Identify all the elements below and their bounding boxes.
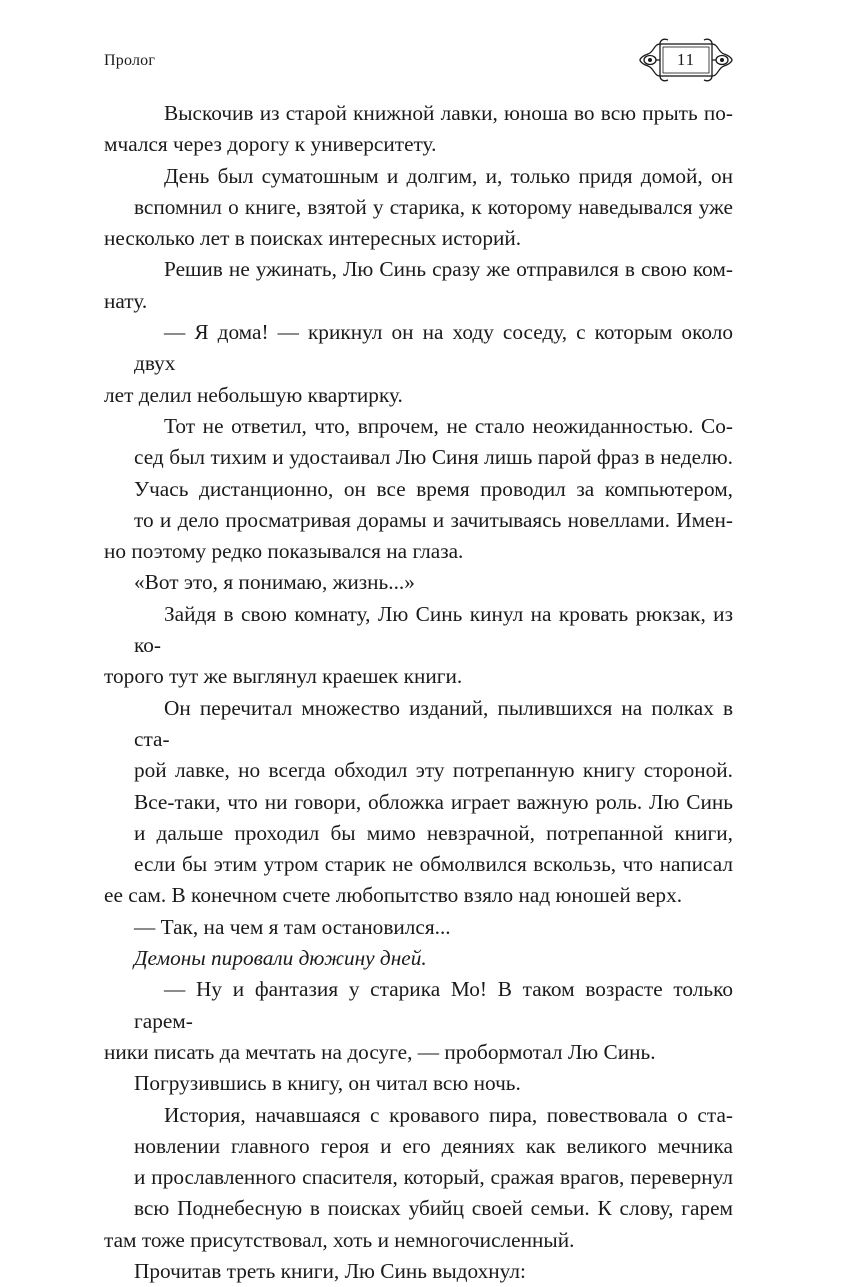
text-line: Выскочив из старой книжной лавки, юноша во всю прыть по- bbox=[164, 101, 733, 125]
text-line: и прославленного спасителя, который, сражая врагов, перевернул bbox=[134, 1165, 733, 1190]
text-line: День был суматошным и долгим, и, только придя домой, он bbox=[164, 163, 733, 188]
text-line: рой лавке, но всегда обходил эту потрепанную книгу стороной. bbox=[134, 758, 733, 783]
paragraph bbox=[104, 974, 733, 1068]
text-line: торого тут же выглянул краешек книги. bbox=[104, 664, 463, 689]
text-line: если бы этим утром старик не обмолвился вскользь, что написал bbox=[134, 852, 733, 877]
text-line: Погрузившись в книгу, он читал всю ночь. bbox=[134, 1071, 521, 1096]
text-line: лет делил небольшую квартирку. bbox=[104, 382, 403, 407]
paragraph bbox=[104, 254, 733, 317]
text-line: Зайдя в свою комнату, Лю Синь кинул на кровать рюкзак, из ко- bbox=[134, 601, 733, 658]
paragraph bbox=[104, 912, 733, 943]
text-line: Демоны пировали дюжину дней. bbox=[134, 946, 427, 971]
paragraph bbox=[104, 693, 733, 912]
text-line: ники писать да мечтать на досуге, — пробормотал Лю Синь. bbox=[104, 1039, 656, 1064]
text-line: всю Поднебесную в поисках убийц своей семьи. К слову, гарем bbox=[134, 1196, 733, 1221]
paragraph bbox=[104, 161, 733, 255]
page-number: 11 bbox=[676, 50, 696, 69]
text-line: «Вот это, я понимаю, жизнь...» bbox=[134, 570, 415, 595]
paragraph bbox=[104, 1068, 733, 1099]
text-line: Решив не ужинать, Лю Синь сразу же отправился в свою ком- bbox=[164, 257, 733, 282]
page-number-ornament bbox=[636, 36, 736, 86]
body-text bbox=[104, 98, 733, 1287]
paragraph bbox=[104, 317, 733, 411]
paragraph bbox=[104, 1100, 733, 1256]
text-line: нату. bbox=[104, 288, 148, 313]
text-line: Прочитав треть книги, Лю Синь выдохнул: bbox=[134, 1258, 526, 1283]
text-line: Он перечитал множество изданий, пылившихся на полках в ста- bbox=[134, 695, 733, 751]
text-line: то и дело просматривая дорамы и зачитываясь новеллами. Имен- bbox=[134, 507, 733, 532]
running-title: Пролог bbox=[104, 52, 156, 69]
paragraph bbox=[104, 567, 733, 598]
text-line: — Ну и фантазия у старика Мо! В таком возрасте только гарем- bbox=[134, 977, 733, 1033]
text-line: Все-таки, что ни говори, обложка играет важную роль. Лю Синь bbox=[134, 789, 733, 814]
text-line: История, начавшаяся с кровавого пира, повествовала о ста- bbox=[164, 1102, 733, 1127]
text-line: мчался через дорогу к университету. bbox=[104, 132, 437, 157]
text-line: несколько лет в поисках интересных историй. bbox=[104, 226, 522, 251]
text-line: там тоже присутствовал, хоть и немногочисленный. bbox=[104, 1227, 575, 1252]
text-line: Учась дистанционно, он все время проводил за компьютером, bbox=[134, 476, 733, 501]
text-line: новлении главного героя и его деяниях как великого мечника bbox=[134, 1133, 733, 1158]
text-line: и дальше проходил бы мимо невзрачной, потрепанной книги, bbox=[134, 820, 733, 845]
paragraph bbox=[104, 1256, 733, 1287]
paragraph bbox=[104, 599, 733, 693]
text-line: вспомнил о книге, взятой у старика, к которому наведывался уже bbox=[134, 194, 733, 219]
text-line: — Я дома! — крикнул он на ходу соседу, с которым около двух bbox=[134, 320, 733, 376]
text-line: — Так, на чем я там остановился... bbox=[134, 914, 451, 939]
text-line: ее сам. В конечном счете любопытство взяло над юношей верх. bbox=[104, 883, 683, 908]
text-line: сед был тихим и удостаивал Лю Синя лишь парой фраз в неделю. bbox=[134, 445, 733, 470]
paragraph bbox=[104, 411, 733, 567]
text-line: но поэтому редко показывался на глаза. bbox=[104, 539, 464, 564]
text-line: Тот не ответил, что, впрочем, не стало неожиданностью. Со- bbox=[164, 413, 733, 438]
paragraph bbox=[104, 943, 733, 974]
paragraph bbox=[104, 98, 733, 161]
